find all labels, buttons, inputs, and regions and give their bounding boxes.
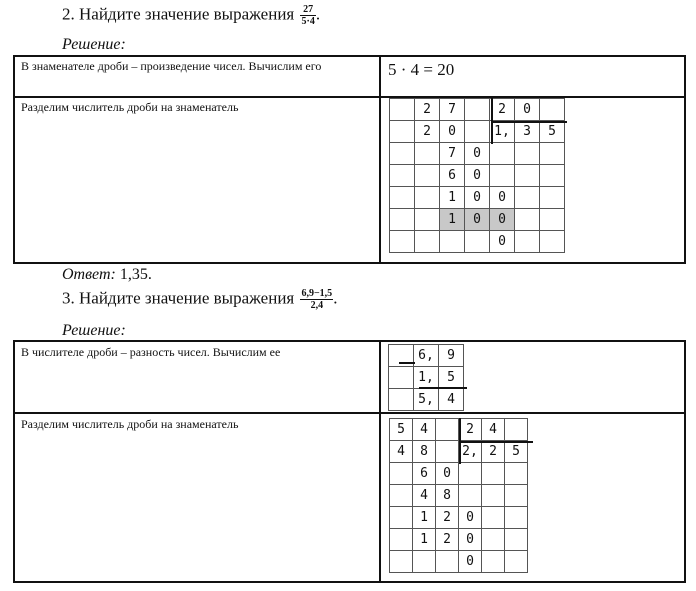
task3-division-grid-cell: 4 — [482, 419, 505, 441]
task2-division-grid-cell — [390, 121, 415, 143]
task2-answer — [62, 266, 152, 284]
task3-subtraction-grid-cell — [389, 367, 414, 389]
task2-division-grid-cell — [490, 143, 515, 165]
task3-division-grid-cell — [505, 551, 528, 573]
task3-division-grid-cell — [505, 463, 528, 485]
task2-division-grid-cell — [465, 99, 490, 121]
task3-division-grid-cell: 4 — [413, 485, 436, 507]
task3-division-grid-cell: 4 — [390, 441, 413, 463]
task3-subtraction-grid-cell: 1, — [414, 367, 439, 389]
task2-division-grid-cell: 2 — [490, 99, 515, 121]
task2-division-grid-cell: 3 — [515, 121, 540, 143]
task3-division-grid-cell — [390, 463, 413, 485]
task3-subtraction-grid-cell — [389, 389, 414, 411]
task2-division-grid-row — [390, 165, 565, 187]
task3-division-grid-cell: 8 — [436, 485, 459, 507]
task3-division-grid-cell — [459, 463, 482, 485]
task3-fraction — [300, 288, 333, 311]
task3-division-grid-cell — [436, 551, 459, 573]
task2-column-divider — [379, 57, 381, 262]
task3-division-grid-cell — [390, 485, 413, 507]
task3-division-grid-cell: 1 — [413, 507, 436, 529]
task3-division-grid-cell: 8 — [413, 441, 436, 463]
task3-division-grid-cell — [505, 529, 528, 551]
task2-division-grid-cell — [465, 231, 490, 253]
task2-division-grid-cell — [390, 99, 415, 121]
task3-title-text: 3. Найдите значение выражения — [62, 288, 295, 308]
task3-division-grid-cell — [436, 441, 459, 463]
task3-divisor-underline — [459, 441, 533, 443]
task3-division-grid-cell: 0 — [459, 551, 482, 573]
task3-division-grid-row — [390, 529, 528, 551]
task2-division-grid-cell — [540, 165, 565, 187]
task3-solution-heading: Решение: — [62, 322, 126, 339]
task3-division-grid-cell — [390, 507, 413, 529]
task2-division-grid-cell: 1 — [440, 187, 465, 209]
task2-answer-value: 1,35. — [119, 266, 152, 283]
task2-division-grid-row — [390, 143, 565, 165]
task2-division-grid-row — [390, 187, 565, 209]
task3-minus-sign — [399, 362, 415, 364]
task3-subtraction-underline — [419, 387, 467, 389]
task2-division-grid-cell — [390, 209, 415, 231]
task2-division-grid-cell — [540, 143, 565, 165]
task3-division-grid-cell — [482, 463, 505, 485]
task3-division-grid-cell — [390, 529, 413, 551]
task3-row2-text: Разделим числитель дроби на знаменатель — [21, 417, 239, 431]
task2-division-grid-cell — [490, 165, 515, 187]
task3-division-grid-cell — [482, 485, 505, 507]
task2-division-grid-cell: 0 — [465, 187, 490, 209]
task2-answer-label: Ответ: — [62, 266, 116, 283]
task3-subtraction-grid-cell: 9 — [439, 345, 464, 367]
task3-subtraction-grid-cell: 5 — [439, 367, 464, 389]
task2-row1-text: В знаменателе дроби – произведение чисел. Вычислим его — [21, 59, 322, 73]
task3-division-grid-cell — [459, 485, 482, 507]
task2-fraction — [300, 4, 315, 27]
task2-division-grid-cell: 0 — [515, 99, 540, 121]
task3-division-grid-row — [390, 463, 528, 485]
task2-division-grid-cell — [515, 143, 540, 165]
task2-division-grid-cell: 0 — [465, 165, 490, 187]
task3-subtraction-grid-cell: 4 — [439, 389, 464, 411]
task2-division-grid-cell — [515, 231, 540, 253]
task3-division-grid-cell: 0 — [459, 529, 482, 551]
task2-division-grid-cell — [415, 165, 440, 187]
task2-division-grid-cell: 0 — [490, 231, 515, 253]
task3-division-grid-cell — [482, 507, 505, 529]
task3-division-grid-cell — [413, 551, 436, 573]
task2-division-grid-row — [390, 99, 565, 121]
task3-division-grid-cell: 2, — [459, 441, 482, 463]
task2-fraction-numerator: 27 — [300, 4, 315, 16]
task2-division-grid-cell: 6 — [440, 165, 465, 187]
task3-solution-table — [13, 340, 686, 583]
task3-division-grid-cell — [505, 485, 528, 507]
task2-solution-table — [13, 55, 686, 264]
task3-subtraction-grid-row — [389, 389, 464, 411]
task3-title-tail: . — [333, 288, 338, 308]
task2-division-grid-cell: 0 — [465, 143, 490, 165]
task2-division-grid-cell — [515, 187, 540, 209]
task3-division-grid-cell — [505, 419, 528, 441]
task3-subtraction-grid — [388, 344, 464, 411]
task2-division-grid-cell — [390, 231, 415, 253]
task3-division-grid-row — [390, 485, 528, 507]
task3-division-grid-cell — [390, 551, 413, 573]
task2-division-grid-cell — [515, 209, 540, 231]
task3-division-grid-cell — [482, 551, 505, 573]
task2-division-grid-cell: 5 — [540, 121, 565, 143]
task2-division-grid-cell — [415, 209, 440, 231]
task3-division-grid-cell: 6 — [413, 463, 436, 485]
task2-division-grid-row — [390, 209, 565, 231]
task2-division-grid-cell — [540, 209, 565, 231]
task2-division-grid-cell — [440, 231, 465, 253]
task2-division-grid-cell — [540, 231, 565, 253]
task2-division-grid-cell — [415, 187, 440, 209]
task3-fraction-denominator: 2,4 — [310, 300, 324, 311]
task2-title — [62, 4, 320, 27]
task3-division-grid-cell: 0 — [459, 507, 482, 529]
task3-subtraction-grid-row — [389, 367, 464, 389]
task3-division-grid-cell: 1 — [413, 529, 436, 551]
task3-division-grid-cell: 2 — [436, 529, 459, 551]
task2-division-grid-cell — [515, 165, 540, 187]
task2-division-grid-cell — [540, 187, 565, 209]
task3-division-grid-cell — [436, 419, 459, 441]
task2-division-grid-cell: 7 — [440, 143, 465, 165]
task2-division-grid-cell — [390, 165, 415, 187]
task2-row-divider — [15, 96, 684, 98]
task3-fraction-numerator: 6,9−1,5 — [301, 288, 333, 299]
task2-division-grid-cell: 0 — [465, 209, 490, 231]
task2-division-grid-cell: 1, — [490, 121, 515, 143]
task2-title-tail: . — [315, 4, 321, 24]
task3-row1-text: В числителе дроби – разность чисел. Вычислим ее — [21, 345, 281, 359]
task2-row1-result: 5 · 4 = 20 — [388, 60, 455, 79]
task3-row-divider — [15, 412, 684, 414]
task3-subtraction-grid-cell: 5, — [414, 389, 439, 411]
task2-division-grid-cell — [415, 143, 440, 165]
task2-division-grid-cell — [465, 121, 490, 143]
task2-division-grid-cell: 0 — [490, 209, 515, 231]
task2-division-grid-cell: 1 — [440, 209, 465, 231]
task3-division-grid-cell: 2 — [482, 441, 505, 463]
task3-division-grid-cell: 2 — [459, 419, 482, 441]
task2-division-grid-cell: 7 — [440, 99, 465, 121]
task3-column-divider — [379, 342, 381, 581]
task2-division-grid-cell — [540, 99, 565, 121]
task2-division-grid-cell: 2 — [415, 99, 440, 121]
task2-division-grid-cell — [390, 143, 415, 165]
task2-row2-text: Разделим числитель дроби на знаменатель — [21, 100, 239, 114]
task2-division-grid-cell: 0 — [490, 187, 515, 209]
task2-divisor-underline — [491, 121, 567, 123]
task3-division-grid-cell — [482, 529, 505, 551]
task3-subtraction-grid-cell: 6, — [414, 345, 439, 367]
task3-division-grid-cell: 2 — [436, 507, 459, 529]
task3-title — [62, 288, 337, 311]
task3-division-grid-cell — [505, 507, 528, 529]
task3-division-grid-cell: 5 — [390, 419, 413, 441]
task3-division-grid-cell: 4 — [413, 419, 436, 441]
task2-division-grid-row — [390, 231, 565, 253]
task2-fraction-denominator: 5·4 — [301, 16, 315, 27]
task2-division-grid-cell: 2 — [415, 121, 440, 143]
task2-division-grid-row — [390, 121, 565, 143]
task3-division-grid-cell: 0 — [436, 463, 459, 485]
task2-division-grid-cell — [415, 231, 440, 253]
task2-title-text: 2. Найдите значение выражения — [62, 4, 295, 24]
task2-division-grid-cell — [390, 187, 415, 209]
task2-division-grid-cell: 0 — [440, 121, 465, 143]
task3-division-grid-cell: 5 — [505, 441, 528, 463]
task3-division-grid-row — [390, 507, 528, 529]
task2-solution-heading: Решение: — [62, 36, 126, 53]
task3-division-grid-row — [390, 551, 528, 573]
